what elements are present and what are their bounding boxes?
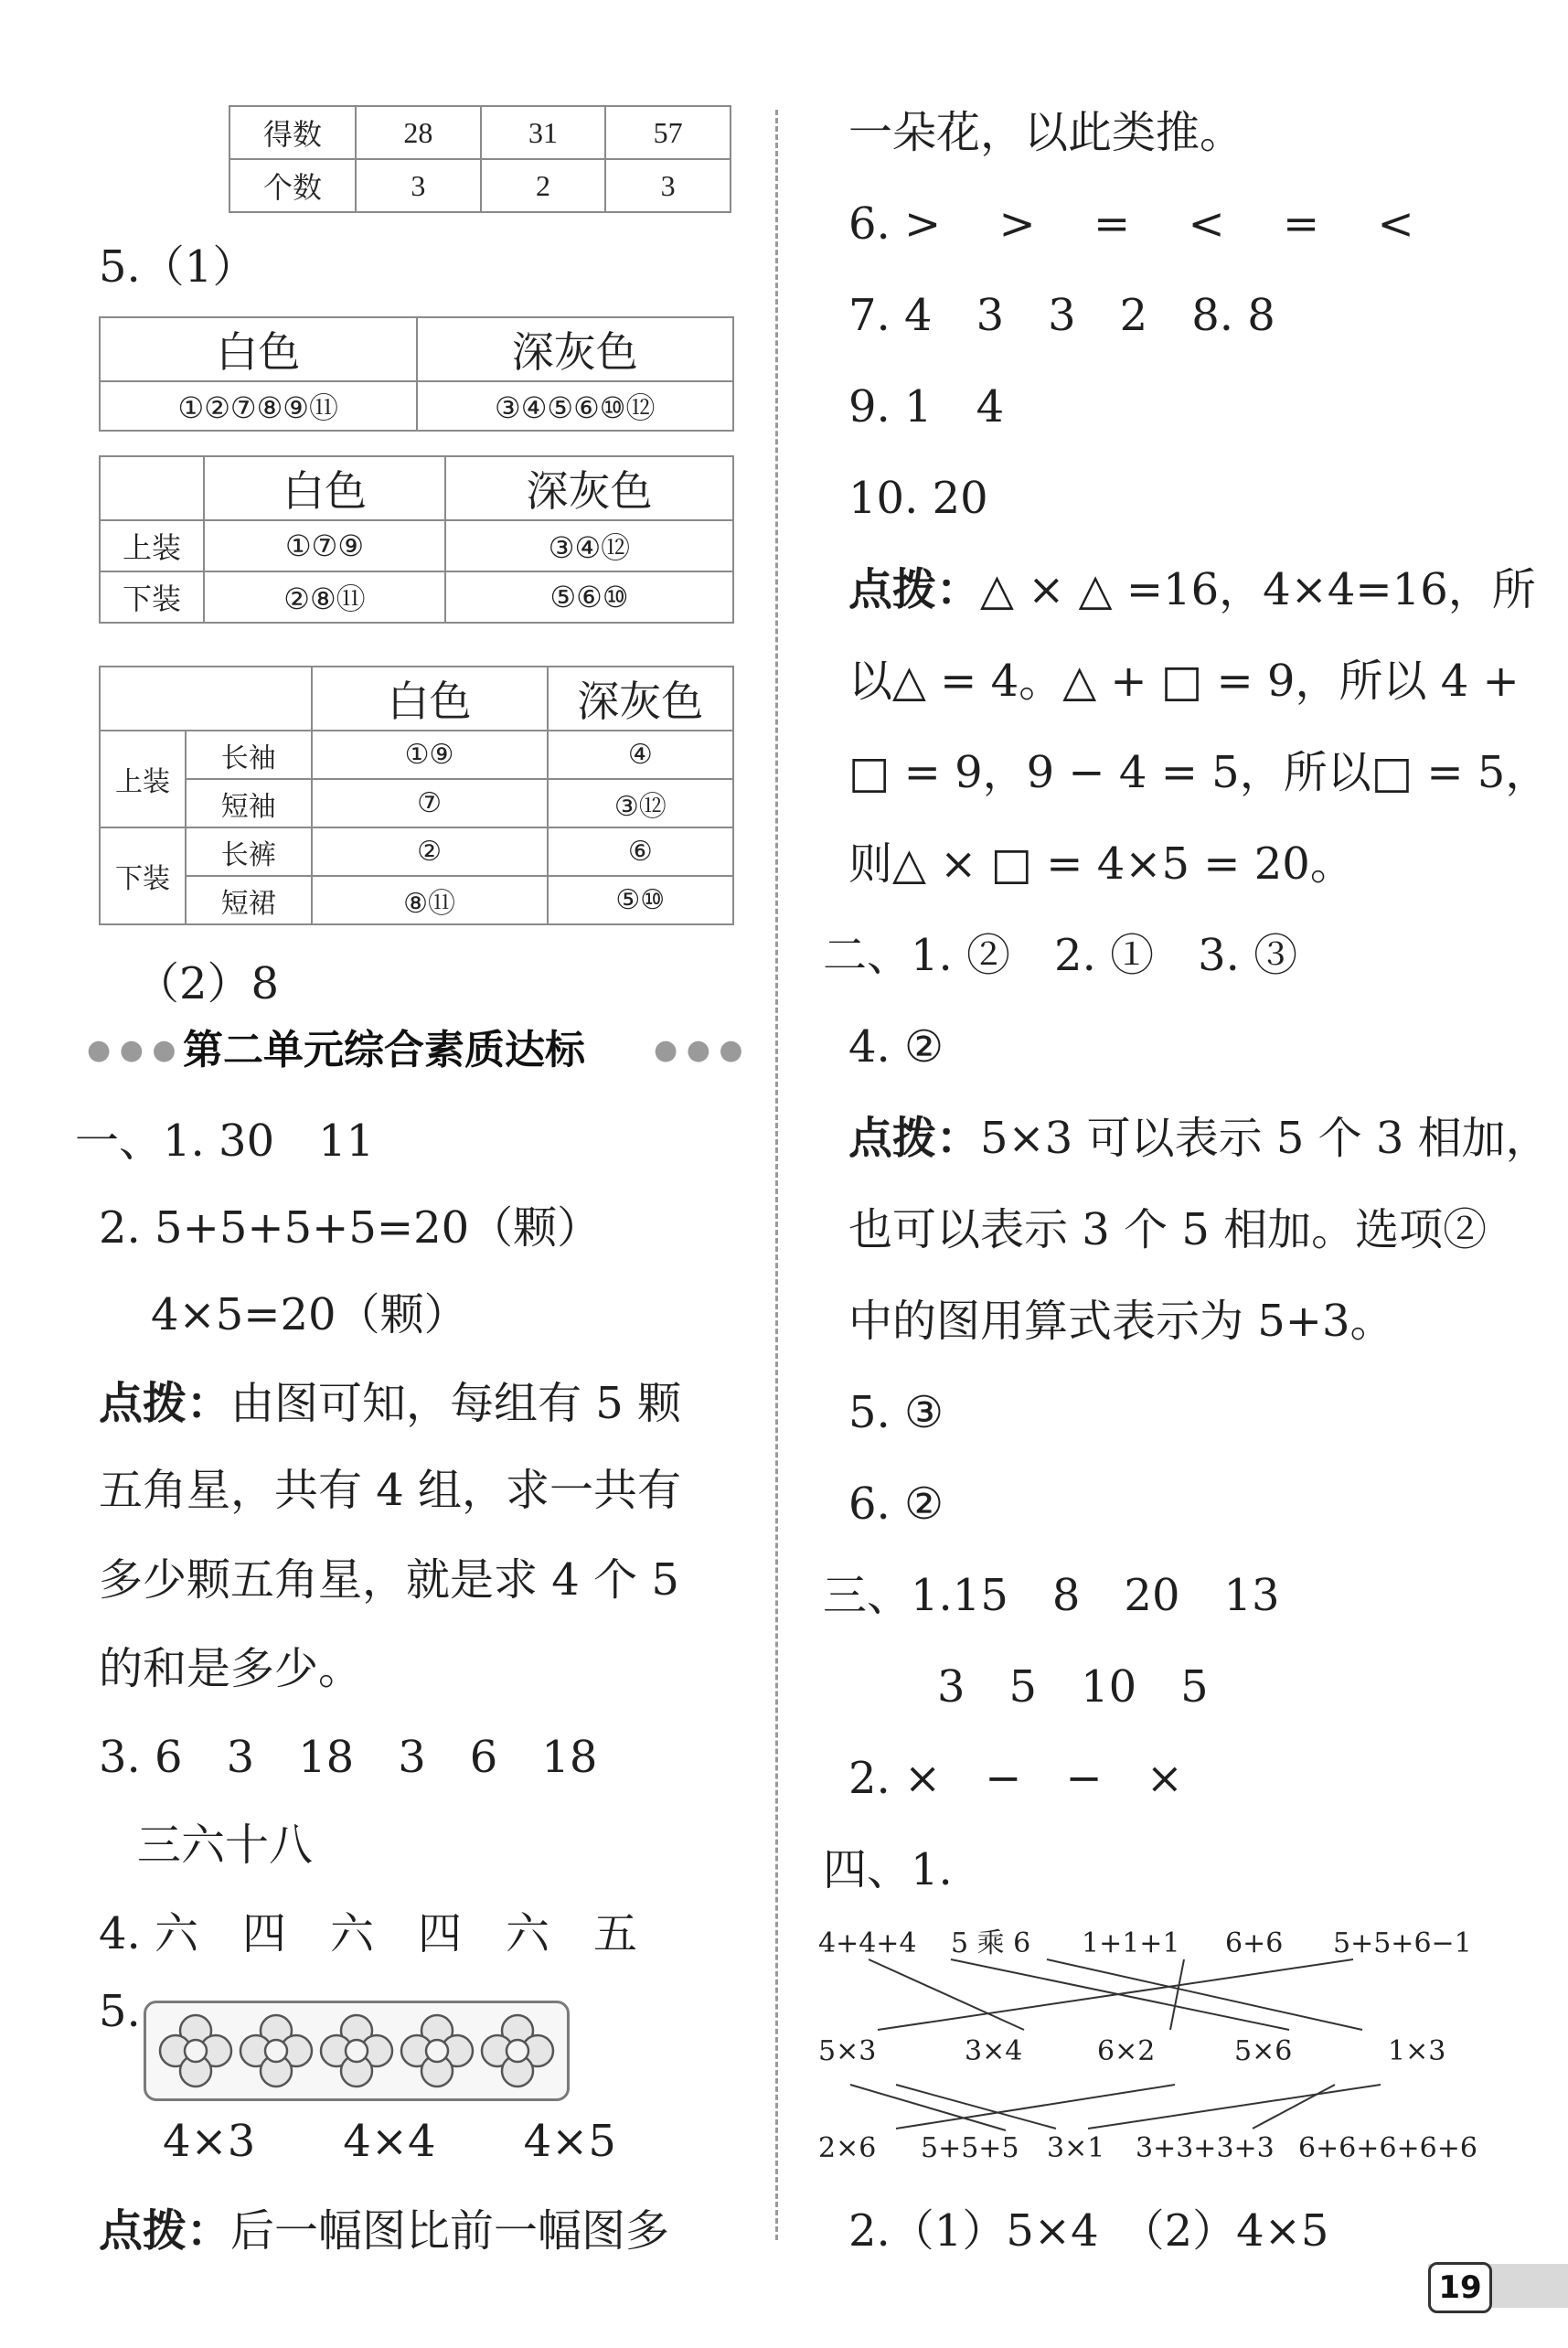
answer-line: 4. ② [848,1021,944,1073]
answer-line: 2.（1）5×4 （2）4×5 [848,2205,1329,2257]
answer-line: （2）8 [135,958,280,1009]
table-cell: 短裙 [186,876,312,924]
hint-text: 以△ = 4。△ + □ = 9，所以 4 + [848,656,1520,707]
color-table-c [99,666,734,925]
match-item: 3×4 [965,2035,1023,2067]
table-cell: 下装 [100,571,204,623]
match-item: 1×3 [1388,2035,1446,2067]
answer-line: 4×5=20（颗） [151,1289,468,1340]
hint-text: 由图可知，每组有 5 颗 [230,1378,682,1429]
table-cell: 上装 [100,731,186,827]
hint-text: 也可以表示 3 个 5 相加。选项② [848,1204,1488,1255]
hint-text: 多少颗五角星，就是求 4 个 5 [99,1554,679,1606]
dots-right: ● ● ● [654,1034,743,1066]
table-cell: 2 [481,159,606,212]
table-cell: 上装 [100,520,204,571]
match-item: 5×3 [818,2035,877,2067]
match-item: 6+6+6+6+6 [1298,2132,1477,2164]
answer-line: 4. 六 四 六 四 六 五 [99,1908,638,1959]
table-cell: 长袖 [186,731,312,779]
hint-label: 点拨： [99,1378,231,1429]
match-item: 3×1 [1047,2132,1105,2164]
flower-icon [238,2012,315,2089]
hint-text: 后一幅图比前一幅图多 [230,2205,670,2257]
table-cell: ⑧⑪ [312,876,548,924]
hint-text: 则△ × □ = 4×5 = 20。 [848,838,1354,890]
hint-block [99,2204,669,2258]
answer-line: 一、1. 30 11 [75,1115,375,1167]
answer-line: 6. ② [848,1478,944,1530]
table-cell: 得数 [229,106,356,159]
table-cell: 下装 [100,827,186,924]
table-cell: ①②⑦⑧⑨⑪ [100,381,417,431]
table-header [100,456,204,520]
answer-line: 6. > > = < = < [848,198,1414,250]
matching-diagram [814,1925,1490,2181]
table-cell: ⑥ [548,827,733,876]
table-cell: ⑤⑩ [548,876,733,924]
page-number: 19 [1428,2262,1492,2313]
answer-line: 9. 1 4 [848,381,1005,432]
table-cell: 个数 [229,159,356,212]
table-cell: ①⑨ [312,731,548,779]
table-header-empty [100,667,312,731]
hint-block [848,1111,1550,1166]
table-cell: ③⑫ [548,779,733,827]
table-cell: ③④⑫ [445,520,733,571]
score-table [229,105,731,213]
match-item: 5 乘 6 [951,1927,1031,1959]
match-item: 2×6 [818,2132,877,2164]
match-item: 4+4+4 [818,1927,917,1959]
table-cell: 3 [605,159,731,212]
hint-text: □ = 9，9 − 4 = 5，所以□ = 5， [848,747,1550,798]
table-header: 深灰色 [417,317,734,381]
flower-icon [318,2012,395,2089]
table-cell: ①⑦⑨ [204,520,445,571]
match-item: 6+6 [1225,1927,1284,1959]
hint-label: 点拨： [99,2205,231,2257]
color-table-a [99,316,734,432]
answer-line: 4×3 4×4 4×5 [163,2116,616,2167]
flower-icon [479,2012,556,2089]
table-header: 白色 [204,456,445,520]
table-cell: ③④⑤⑥⑩⑫ [417,381,734,431]
hint-text: △ × △ =16，4×4=16，所 [980,564,1536,615]
table-cell: ⑤⑥⑩ [445,571,733,623]
table-cell: 短袖 [186,779,312,827]
flower-icon [399,2012,475,2089]
table-cell: 3 [356,159,481,212]
match-item: 3+3+3+3 [1136,2132,1275,2164]
answer-line: 三、1.15 8 20 13 [823,1570,1280,1621]
flower-picture [144,2001,570,2101]
table-header: 白色 [100,317,417,381]
table-cell: ②⑧⑪ [204,571,445,623]
answer-line: 5. [99,1986,141,2037]
table-cell: 28 [356,106,481,159]
table-cell: ④ [548,731,733,779]
answer-line: 三六十八 [137,1820,314,1871]
hint-text: 的和是多少。 [99,1643,363,1694]
table-cell: ② [312,827,548,876]
answer-line: 7. 4 3 3 2 8. 8 [848,290,1275,341]
table-cell: 长裤 [186,827,312,876]
table-header: 白色 [312,667,548,731]
table-cell: ⑦ [312,779,548,827]
match-item: 5+5+5 [921,2132,1019,2164]
answer-line: 2. × − − × [848,1753,1183,1804]
flower-icon [157,2012,234,2089]
match-item: 6×2 [1097,2035,1156,2067]
answer-line: 四、1. [823,1844,953,1895]
answer-line: 10. 20 [848,473,988,524]
answer-line: 一朵花，以此类推。 [848,107,1244,158]
hint-label: 点拨： [848,564,981,615]
match-item: 5+5+6−1 [1333,1927,1472,1959]
hint-text: 五角星，共有 4 组，求一共有 [99,1465,682,1516]
match-item: 5×6 [1234,2035,1293,2067]
answer-line: 2. 5+5+5+5=20（颗） [99,1202,602,1254]
hint-label: 点拨： [848,1113,981,1164]
column-divider [775,110,778,2240]
match-item: 1+1+1 [1082,1927,1180,1959]
hint-text: 5×3 可以表示 5 个 3 相加， [980,1113,1550,1164]
dots-left: ● ● ● [87,1034,176,1066]
hint-text: 中的图用算式表示为 5+3。 [848,1296,1394,1347]
color-table-b [99,455,734,624]
table-cell: 31 [481,106,606,159]
answer-line: 3 5 10 5 [937,1661,1209,1713]
section-title: 第二单元综合素质达标 [183,1027,585,1073]
answer-line: 二、1. ② 2. ① 3. ③ [823,930,1298,981]
answer-line: 5. ③ [848,1387,944,1438]
hint-block [848,562,1536,617]
table-header: 深灰色 [445,456,733,520]
section-title-row [87,1026,743,1075]
table-cell: 57 [605,106,731,159]
answer-line: 3. 6 3 18 3 6 18 [99,1732,598,1783]
table-header: 深灰色 [548,667,733,731]
question-label: 5.（1） [99,241,257,293]
hint-block [99,1376,681,1431]
